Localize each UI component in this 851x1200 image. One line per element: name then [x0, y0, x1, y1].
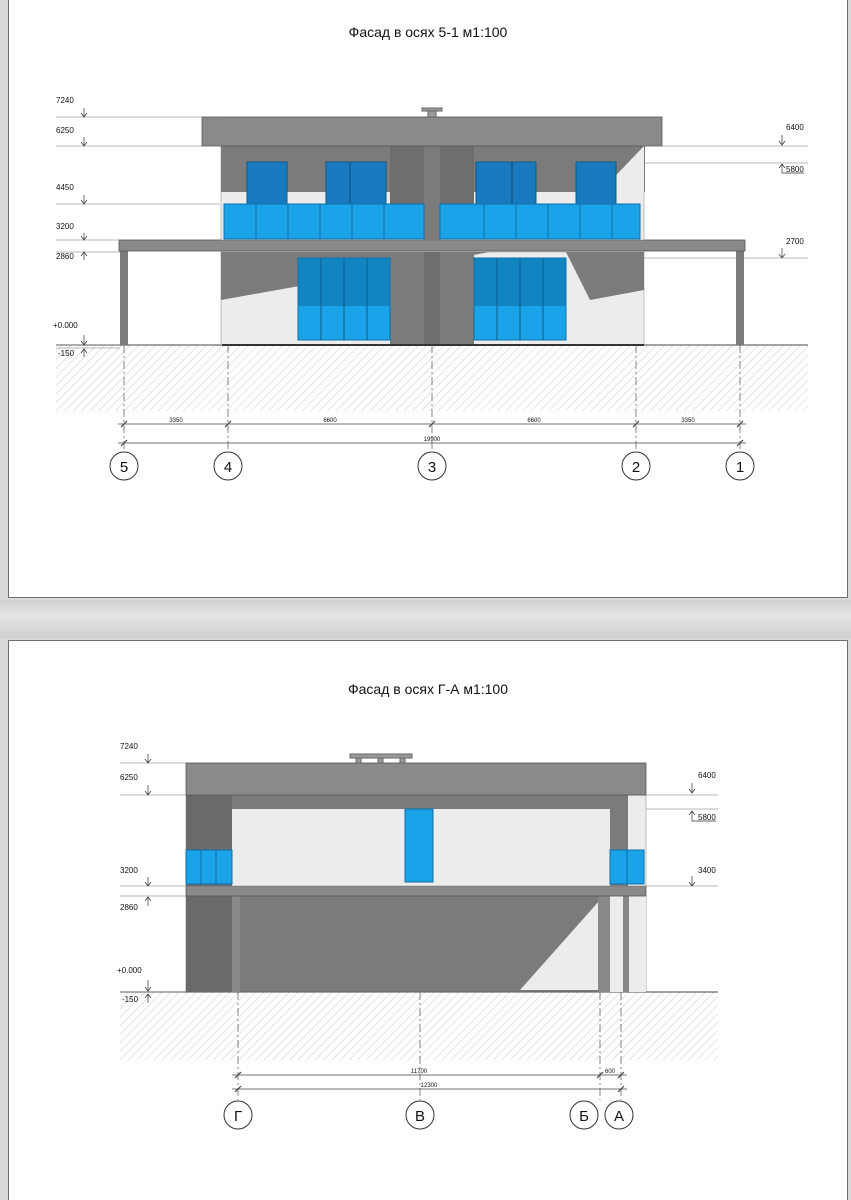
level-zero: +0.000: [53, 321, 78, 330]
level-7240: 7240: [120, 742, 138, 751]
level-leaders-left: [120, 763, 186, 992]
roof-parapet: [186, 763, 646, 795]
roof-vent-cap: [350, 754, 412, 758]
column: [232, 896, 240, 992]
column: [623, 896, 629, 992]
level-minus150: -150: [58, 349, 75, 358]
sheet-title: Фасад в осях 5-1 м1:100: [348, 24, 508, 40]
axis-label-v: В: [414, 1108, 426, 1125]
roof-vent: [378, 758, 383, 763]
level-6400: 6400: [786, 123, 804, 132]
level-4450: 4450: [56, 183, 74, 192]
roof-vent: [400, 758, 405, 763]
level-6250: 6250: [56, 126, 74, 135]
upper-wall-shade: [232, 795, 612, 809]
level-3200: 3200: [120, 866, 138, 875]
axis-label-g: Г: [233, 1108, 243, 1125]
axis-label-3: 3: [427, 459, 437, 476]
level-6400: 6400: [698, 771, 716, 780]
axis-label-4: 4: [223, 459, 233, 476]
level-7240: 7240: [56, 96, 74, 105]
dim-3350-left: 3350: [169, 418, 183, 424]
floor-slab: [186, 886, 646, 896]
axis-label-b: Б: [579, 1108, 589, 1125]
roof-vent: [356, 758, 361, 763]
dim-6600-left: 6600: [323, 418, 337, 424]
level-6250: 6250: [120, 773, 138, 782]
dimension-lines: [232, 1072, 627, 1092]
level-2700: 2700: [786, 237, 804, 246]
dim-11700: 11700: [410, 1069, 428, 1075]
balcony-glass-left: [186, 850, 232, 884]
axis-label-a: А: [613, 1108, 625, 1125]
column: [598, 896, 610, 992]
level-3200: 3200: [56, 222, 74, 231]
ground-left-recess: [186, 896, 232, 992]
axis-label-5: 5: [119, 459, 129, 476]
level-markers-left: [145, 754, 151, 1003]
axis-label-2: 2: [631, 459, 641, 476]
level-5800: 5800: [786, 165, 804, 174]
ground-hatch: [120, 992, 718, 1060]
dim-total: 19900: [423, 437, 441, 443]
dim-total: 12300: [420, 1083, 438, 1089]
level-3400: 3400: [698, 866, 716, 875]
dim-6600-right: 6600: [527, 418, 541, 424]
dim-3350-right: 3350: [681, 418, 695, 424]
dim-600: 600: [604, 1069, 616, 1075]
level-minus150: -150: [122, 995, 139, 1004]
level-2860: 2860: [120, 903, 138, 912]
axis-label-1: 1: [735, 459, 745, 476]
level-2860: 2860: [56, 252, 74, 261]
level-5800: 5800: [698, 813, 716, 822]
upper-window: [405, 809, 433, 882]
sheet-title: Фасад в осях Г-А м1:100: [348, 681, 508, 697]
level-zero: +0.000: [117, 966, 142, 975]
